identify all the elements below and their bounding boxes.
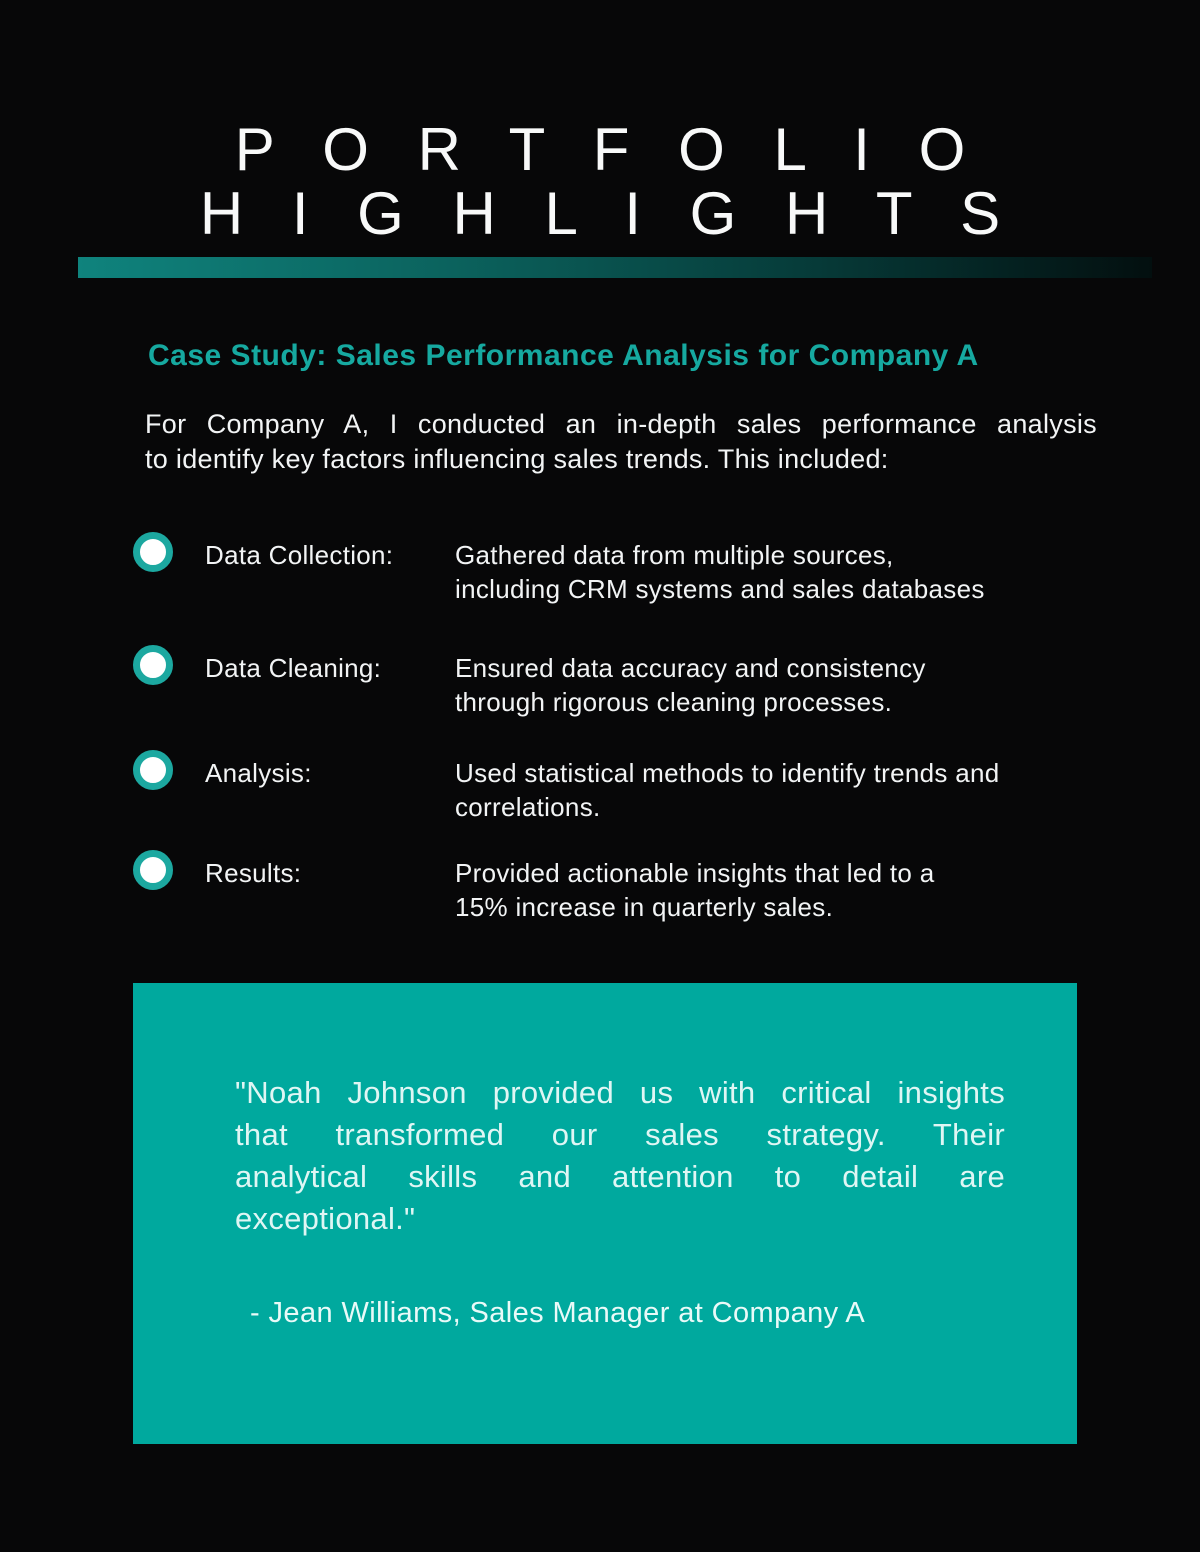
quote-line-1: "Noah Johnson provided us with critical insights: [235, 1075, 1005, 1110]
bullet-description: [455, 856, 1097, 924]
bullet-description: [455, 756, 1097, 824]
bullet-description-line-2: 15% increase in quarterly sales.: [455, 892, 834, 922]
bullet-description-line-2: through rigorous cleaning processes.: [455, 687, 893, 717]
bullet-item-data-collection: [133, 532, 1097, 606]
testimonial-quote: [235, 1072, 1005, 1240]
bullet-label: Results:: [205, 858, 302, 888]
quote-line-4: exceptional.": [235, 1201, 416, 1236]
bullet-circle-icon: [133, 532, 173, 572]
bullet-item-analysis: [133, 750, 1097, 824]
bullet-description: [455, 651, 1097, 719]
bullet-description-line-1: Provided actionable insights that led to a: [455, 858, 935, 888]
testimonial-card: [133, 983, 1077, 1444]
page-title-line-2: H I G H L I G H T S: [199, 180, 1017, 247]
bullet-description-line-1: Gathered data from multiple sources,: [455, 540, 894, 570]
intro-line-2: to identify key factors influencing sales trends. This included:: [145, 444, 889, 474]
accent-divider-bar: [78, 257, 1152, 278]
bullet-label: Data Cleaning:: [205, 653, 382, 683]
intro-line-1: For Company A, I conducted an in-depth sales performance analysis: [145, 409, 1097, 439]
case-study-heading: Case Study: Sales Performance Analysis for Company A: [148, 339, 979, 372]
bullet-label: Data Collection:: [205, 540, 394, 570]
testimonial-attribution: - Jean Williams, Sales Manager at Company A: [250, 1297, 866, 1329]
bullet-circle-icon: [133, 850, 173, 890]
bullet-description-line-2: including CRM systems and sales databases: [455, 574, 985, 604]
bullet-item-results: [133, 850, 1097, 924]
bullet-description-line-2: correlations.: [455, 792, 601, 822]
bullet-description: [455, 538, 1097, 606]
bullet-description-line-1: Ensured data accuracy and consistency: [455, 653, 926, 683]
bullet-circle-icon: [133, 645, 173, 685]
bullet-item-data-cleaning: [133, 645, 1097, 719]
bullet-label: Analysis:: [205, 758, 312, 788]
quote-line-2: that transformed our sales strategy. Their: [235, 1117, 1005, 1152]
bullet-circle-icon: [133, 750, 173, 790]
page-title: [0, 118, 1200, 246]
page-title-line-1: P O R T F O L I O: [234, 116, 982, 183]
case-study-intro: [145, 407, 1097, 477]
quote-line-3: analytical skills and attention to detail are: [235, 1159, 1005, 1194]
bullet-description-line-1: Used statistical methods to identify trends and: [455, 758, 1000, 788]
